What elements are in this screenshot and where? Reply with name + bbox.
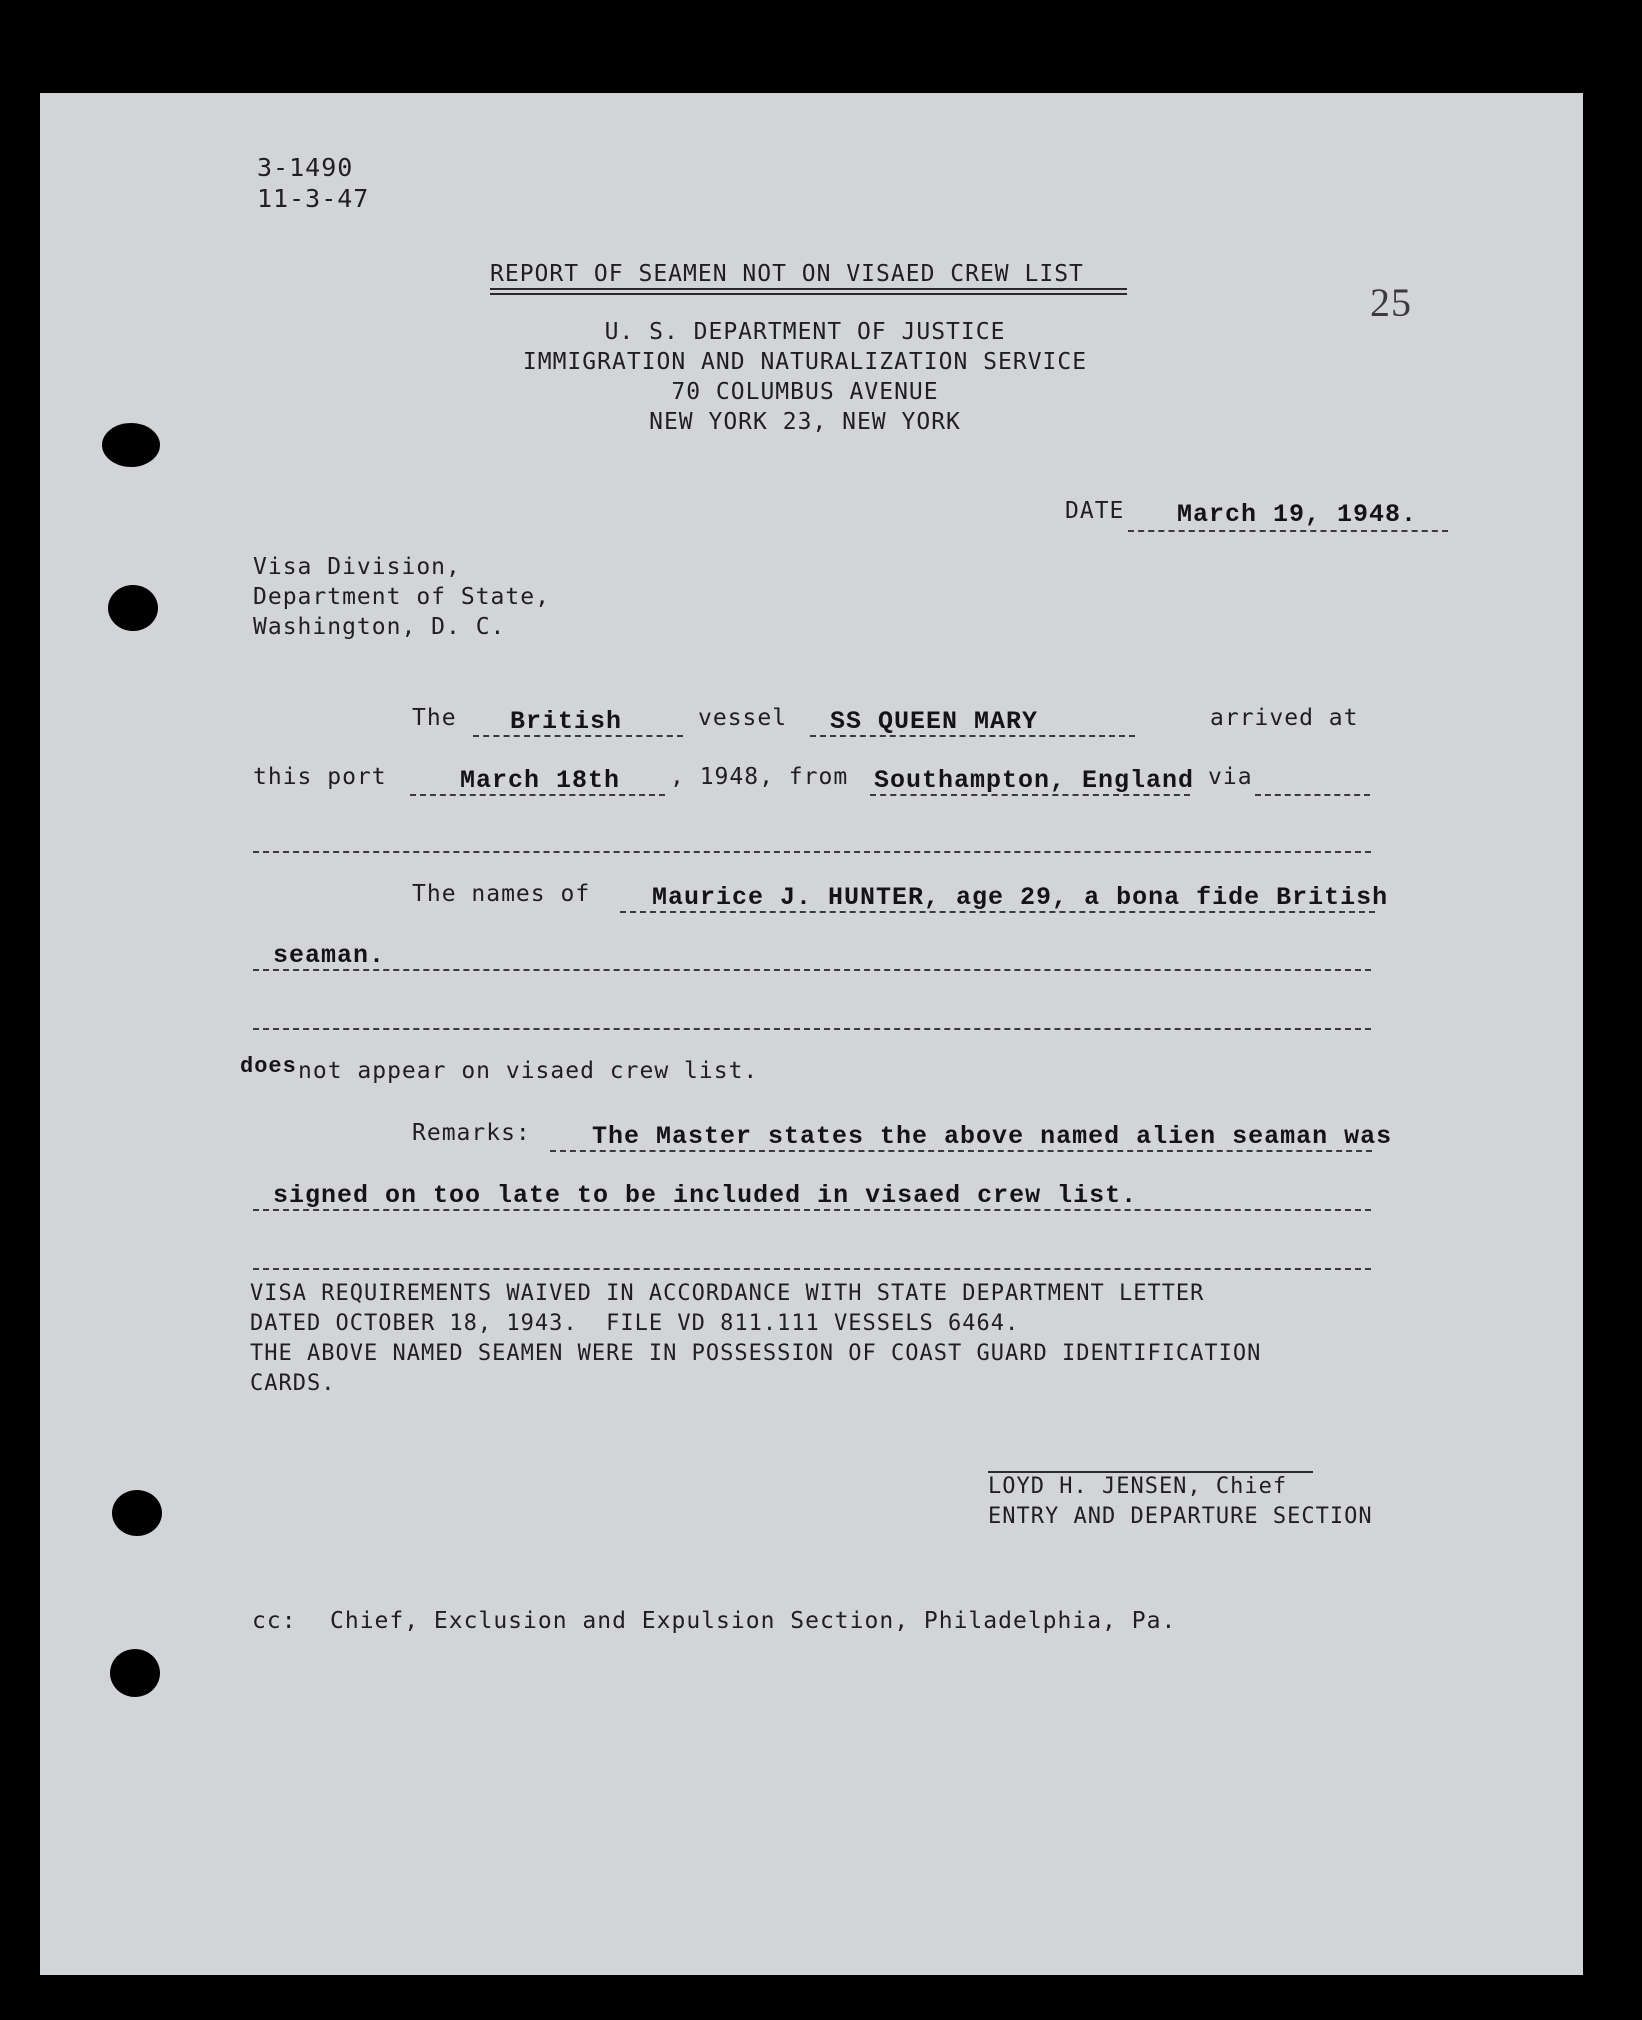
date-label: DATE <box>1065 498 1125 524</box>
names-line-2 <box>253 969 1371 971</box>
remarks-line: signed on too late to be included in visaed crew list. <box>273 1181 1138 1210</box>
year-label: , 1948, from <box>670 764 849 790</box>
agency-line: 70 COLUMBUS AVENUE <box>671 379 939 405</box>
waiver-line: DATED OCTOBER 18, 1943. FILE VD 811.111 VESSELS 6464. <box>250 1311 1020 1336</box>
agency-line: IMMIGRATION AND NATURALIZATION SERVICE <box>522 349 1088 375</box>
seaman-name-line: Maurice J. HUNTER, age 29, a bona fide British <box>652 883 1389 912</box>
arrived-label: arrived at <box>1210 705 1359 731</box>
cc-label: cc: <box>252 1608 297 1634</box>
waiver-line: CARDS. <box>250 1371 336 1396</box>
remarks-label: Remarks: <box>412 1120 531 1146</box>
title-underline <box>490 288 1127 290</box>
remarks-rule-2 <box>253 1209 1371 1211</box>
status-text: not appear on visaed crew list. <box>298 1058 759 1084</box>
seaman-name-line: seaman. <box>273 941 386 970</box>
signatory-section: ENTRY AND DEPARTURE SECTION <box>988 1504 1373 1529</box>
punch-hole <box>110 1649 160 1697</box>
via-label: via <box>1208 764 1253 790</box>
the-label: The <box>412 705 457 731</box>
names-line-3 <box>253 1028 1371 1030</box>
punch-hole <box>108 585 158 631</box>
addressee-line: Washington, D. C. <box>253 614 506 640</box>
document-page <box>40 93 1583 1975</box>
agency-line: NEW YORK 23, NEW YORK <box>649 409 961 435</box>
waiver-line: THE ABOVE NAMED SEAMEN WERE IN POSSESSION OF COAST GUARD IDENTIFICATION <box>250 1341 1262 1366</box>
remarks-rule-1 <box>550 1150 1372 1152</box>
punch-hole <box>102 423 160 467</box>
date-line <box>1128 530 1448 532</box>
waiver-line: VISA REQUIREMENTS WAIVED IN ACCORDANCE WITH STATE DEPARTMENT LETTER <box>250 1281 1205 1306</box>
nationality-line <box>473 735 683 737</box>
signature-line <box>988 1471 1313 1473</box>
vessel-name-line <box>810 735 1135 737</box>
arrival-date-line <box>410 794 665 796</box>
arrival-date: March 18th <box>460 766 621 795</box>
vessel-name: SS QUEEN MARY <box>830 707 1039 736</box>
title-underline-2 <box>490 293 1127 295</box>
punch-hole <box>112 1490 162 1536</box>
names-label: The names of <box>412 881 591 907</box>
file-number: 3-1490 <box>257 153 354 182</box>
cc-text: Chief, Exclusion and Expulsion Section, Philadelphia, Pa. <box>330 1608 1177 1634</box>
via-line <box>1255 794 1370 796</box>
agency-line: U. S. DEPARTMENT OF JUSTICE <box>604 319 1006 345</box>
vessel-label: vessel <box>698 705 788 731</box>
report-title: REPORT OF SEAMEN NOT ON VISAED CREW LIST <box>490 261 1084 287</box>
does-overtype: does <box>240 1054 297 1079</box>
remarks-rule-3 <box>253 1268 1371 1270</box>
signatory-name: LOYD H. JENSEN, Chief <box>988 1474 1288 1499</box>
vessel-nationality: British <box>510 707 623 736</box>
names-line-1 <box>620 911 1375 913</box>
origin-line <box>870 794 1190 796</box>
page-number: 25 <box>1370 280 1412 325</box>
addressee-line: Department of State, <box>253 584 550 610</box>
blank-line <box>253 851 1371 853</box>
file-date: 11-3-47 <box>257 184 370 213</box>
port-label: this port <box>253 764 387 790</box>
arrival-origin: Southampton, England <box>874 766 1195 795</box>
remarks-line: The Master states the above named alien seaman was <box>592 1122 1393 1151</box>
date-value: March 19, 1948. <box>1177 500 1418 529</box>
addressee-line: Visa Division, <box>253 554 461 580</box>
